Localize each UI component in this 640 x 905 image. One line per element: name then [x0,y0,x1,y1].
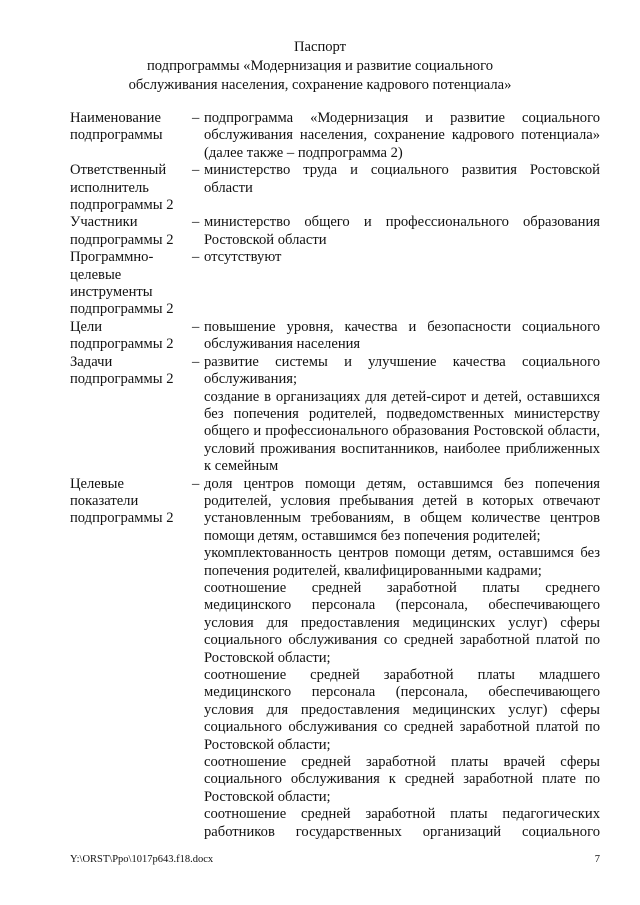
row-dash: – [192,214,200,231]
row-label [70,214,192,249]
row-value [204,214,600,249]
passport-row-name [70,110,600,162]
label-line: подпрограммы 2 [70,197,174,214]
label-line: показатели [70,492,139,509]
label-line: Задачи [70,353,113,370]
page-number: 7 [594,854,600,865]
row-dash: – [192,162,200,179]
passport-row-goals [70,319,600,354]
label-line: инструменты [70,284,153,301]
page-footer [70,854,600,866]
value-paragraph: создание в организациях для детей-сирот и детей, оставшихся без попечения родителей, подведомственных министерству общего и профессионального образования Ростовской области, условий проживания воспитанников, наиболее приближенных к семейным [204,388,600,475]
value-paragraph: подпрограмма «Модернизация и развитие социального обслуживания населения, сохранение кадрового потенциала» (далее также – подпрограмма 2) [204,110,600,161]
passport-row-instruments [70,249,600,319]
subtitle-line-2: обслуживания населения, сохранение кадрового потенциала» [128,77,512,93]
label-line: подпрограммы 2 [70,301,174,318]
value-paragraph: соотношение средней заработной платы педагогических работников государственных организаций социального [204,806,600,840]
label-line: Целевые [70,475,124,492]
passport-row-participants [70,214,600,249]
label-line: подпрограммы 2 [70,231,174,248]
row-dash: – [192,249,200,266]
value-paragraph: повышение уровня, качества и безопасности социального обслуживания населения [204,318,600,353]
value-paragraph: развитие системы и улучшение качества социального обслуживания; [204,353,600,388]
value-paragraph: министерство общего и профессионального образования Ростовской области [204,214,600,248]
row-value [204,476,600,842]
row-dash: – [192,318,200,335]
row-value [204,319,600,354]
label-line: подпрограммы 2 [70,371,174,388]
value-paragraph: доля центров помощи детям, оставшимся без попечения родителей, условия пребывания детей в которых отвечают установленным требованиям, в общем количестве центров помощи детям, оставшимся без попечения родителей; [204,475,600,544]
row-label [70,110,192,145]
label-line: подпрограммы 2 [70,336,174,353]
value-paragraph: министерство труда и социального развития Ростовской области [204,162,600,196]
label-line: Участники [70,214,138,231]
row-value [204,354,600,476]
document-title: Паспорт [293,39,347,55]
row-value [204,249,600,266]
row-label [70,354,192,389]
label-line: исполнитель [70,179,149,196]
label-line: Цели [70,318,103,335]
value-paragraph: отсутствуют [204,249,282,266]
label-line: подпрограммы [70,127,163,144]
value-paragraph: соотношение средней заработной платы среднего медицинского персонала (персонала, обеспечивающего условия для предоставления медицинских услуг) сферы социального обслуживания со средней заработной платой по Ростовской области; [204,579,600,666]
value-paragraph: соотношение средней заработной платы младшего медицинского персонала (персонала, обеспечивающего условия для предоставления медицинских услуг) сферы социального обслуживания со средней заработной платой по Ростовской области; [204,667,600,753]
subtitle-line-1: подпрограммы «Модернизация и развитие социального [146,58,493,74]
row-label [70,162,192,214]
label-line: подпрограммы 2 [70,510,174,527]
value-paragraph: соотношение средней заработной платы врачей сферы социального обслуживания к средней заработной плате по Ростовской области; [204,754,600,805]
label-line: целевые [70,266,122,283]
label-line: Ответственный [70,162,167,179]
file-path: Y:\ORST\Ppo\1017p643.f18.docx [70,854,214,865]
row-label [70,249,192,319]
label-line: Программно- [70,249,154,266]
label-line: Наименование [70,110,161,126]
row-dash: – [192,475,200,492]
row-label [70,319,192,354]
value-paragraph: укомплектованность центров помощи детям, оставшимся без попечения родителей, квалифицированными кадрами; [204,545,600,579]
row-value [204,162,600,197]
passport-row-tasks [70,354,600,476]
row-dash: – [192,353,200,370]
passport-row-executor [70,162,600,214]
passport-table [70,110,600,841]
passport-row-indicators [70,476,600,842]
row-dash: – [192,110,200,126]
row-label [70,476,192,528]
row-value [204,110,600,162]
